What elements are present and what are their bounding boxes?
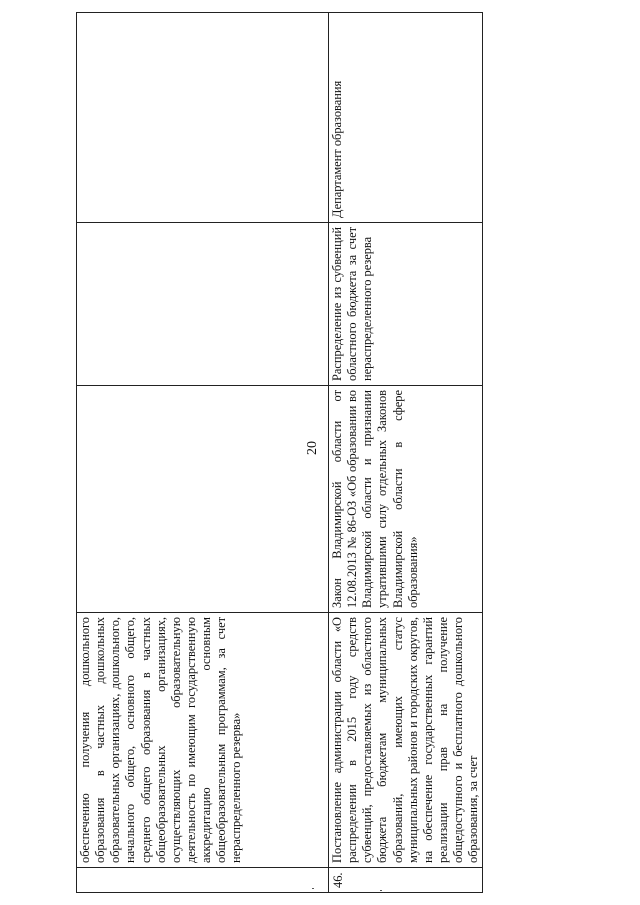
row-number-cell: 46. (329, 868, 483, 893)
table-row (77, 13, 329, 893)
legal-acts-table-wrapper (76, 13, 481, 893)
basis-cell (77, 386, 329, 613)
purpose-cell (329, 223, 483, 386)
act-text: Постановление администрации области «О распределении в 2015 году средств субвенций, предоставляемых из областного бюджета бюджетам муниципальных образований, имеющих статус муниципальных районов и городских округов, на обеспечение государственных гарантий реализации прав на получение общедоступного и бесплатного дошкольного образования, за счет (330, 616, 481, 863)
table-row (329, 13, 483, 893)
executor-cell (329, 13, 483, 223)
executor-text: Департамент образования (330, 80, 344, 218)
purpose-cell (77, 223, 329, 386)
purpose-text: Распределение из субвенций областного бюджета за счет нераспределенного резерва (330, 227, 375, 381)
scan-speck (312, 888, 314, 889)
basis-cell (329, 386, 483, 613)
legal-basis-text: Закон Владимирской области от 12.08.2013 № 86-ОЗ «Об образовании во Владимирской области и признании утратившими силу отдельных Законов Владимирской области в сфере образования» (330, 390, 420, 608)
act-text-cell (329, 613, 483, 868)
act-text-cell (77, 613, 329, 868)
page-number: 20 (305, 441, 320, 455)
row-number-cell (77, 868, 329, 893)
act-text: обеспечению получения дошкольного образования в частных дошкольных образовательных организациях, дошкольного, начального общего, основного общего, среднего общего образования в частных общеобразовательных организациях, осуществляющих образовательную деятельность по имеющим государственную аккредитацию основным общеобразовательным программам, за счет нераспределенного резерва» (78, 617, 244, 863)
scan-speck (380, 890, 382, 891)
legal-acts-table (76, 12, 483, 893)
executor-cell (77, 13, 329, 223)
